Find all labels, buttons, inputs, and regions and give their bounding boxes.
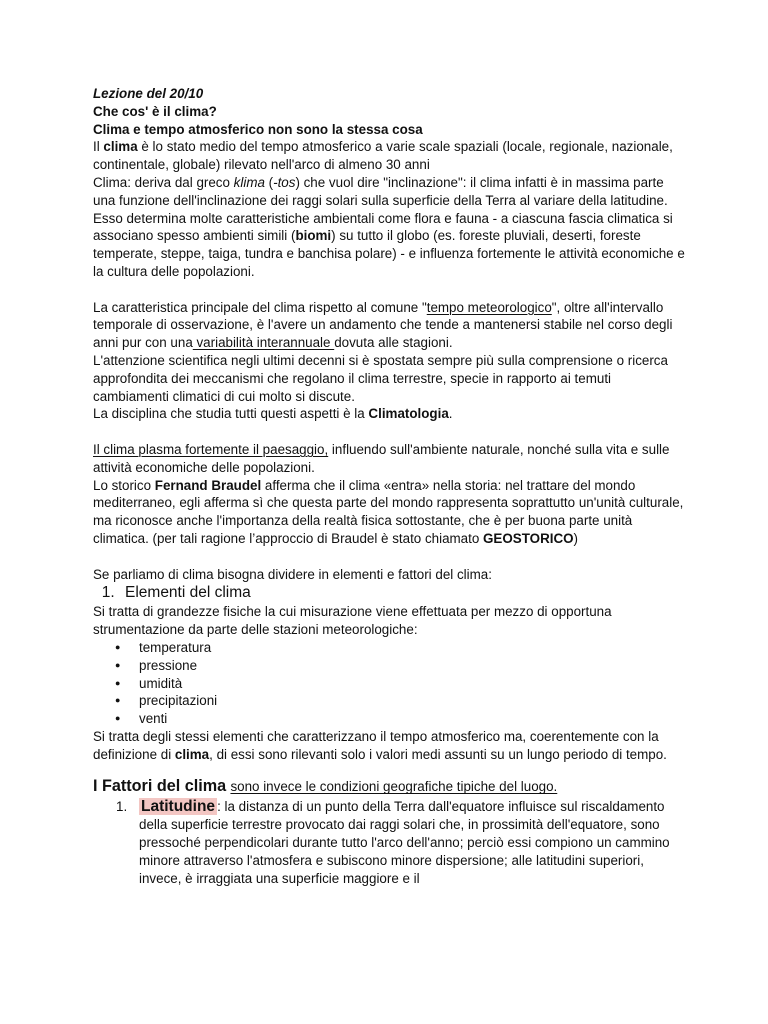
landscape-paragraph: Il clima plasma fortemente il paesaggio, influendo sull'ambiente naturale, nonché sulla vita e sulle attività economiche delle popolazioni. bbox=[93, 441, 670, 475]
elements-intro: Se parliamo di clima bisogna dividere in elementi e fattori del clima: bbox=[93, 566, 492, 582]
list-item: ● venti bbox=[93, 710, 688, 728]
list-number: 1. bbox=[116, 799, 128, 815]
braudel-paragraph: Lo storico Fernand Braudel afferma che il clima «entra» nella storia: nel trattare del mondo mediterraneo, egli afferma sì che questa parte del mondo rappresenta soprattutto un'unità culturale, ma riconosce anche l'importanza della realtà fisica sottostante, che è per buona parte unità climatica. (per tali ragione l’approccio di Braudel è stato chiamato GEOSTORICO) bbox=[93, 477, 684, 546]
elements-bullet-list bbox=[93, 639, 688, 728]
factor-item-latitude: 1. Latitudine : la distanza di un punto della Terra dall'equatore influisce sul riscaldamento della superficie terrestre provocato dai raggi solari che, in prossimità dell'equatore, sono pressoché perpendicolari durante tutto l'arco dell'anno; perciò essi compiono un cammino minore attraverso l'atmosfera e subiscono minore dispersione; alle latitudini superiori, invece, è irraggiata una superficie maggiore e il bbox=[116, 798, 670, 886]
list-item: ● pressione bbox=[93, 657, 688, 675]
factors-list bbox=[93, 798, 688, 887]
attention-paragraph: L'attenzione scientifica negli ultimi decenni si è spostata sempre più sulla comprensione o ricerca approfondita dei meccanismi che regolano il clima terrestre, specie in rapporto ai temuti cambiamenti climatici di cui molto si discute. bbox=[93, 352, 668, 404]
highlighted-term: Latitudine bbox=[141, 798, 216, 816]
lesson-date: Lezione del 20/10 bbox=[93, 86, 204, 101]
elements-description: Si tratta di grandezze fisiche la cui misurazione viene effettuata per mezzo di opportuna strumentazione da parte delle stazioni meteorologiche: bbox=[93, 604, 612, 638]
question-heading: Che cos' è il clima? bbox=[93, 103, 217, 119]
elements-heading: 1. Elementi del clima bbox=[119, 583, 688, 603]
elements-closing: Si tratta degli stessi elementi che caratterizzano il tempo atmosferico ma, coerentemente con la definizione di clima, di essi sono rilevanti solo i valori medi assunti su un lungo periodo di tempo. bbox=[93, 728, 667, 762]
characteristic-paragraph: La caratteristica principale del clima rispetto al comune "tempo meteorologico", oltre all'intervallo temporale di osservazione, è l'avere un andamento che tende a mantenersi stabile nel corso degli anni pur con una variabilità interannuale dovuta alle stagioni. bbox=[93, 299, 673, 351]
list-item: ● temperatura bbox=[93, 639, 688, 657]
factors-heading: I Fattori del clima sono invece le condizioni geografiche tipiche del luogo. bbox=[93, 777, 558, 796]
list-item: ● precipitazioni bbox=[93, 692, 688, 710]
elements-heading-list bbox=[93, 583, 688, 603]
climatology-paragraph: La disciplina che studia tutti questi aspetti è la Climatologia. bbox=[93, 406, 453, 422]
intro-paragraph-2: Clima: deriva dal greco klima (-tos) che vuol dire "inclinazione": il clima infatti è in massima parte una funzione dell'inclinazione dei raggi solari sulla superficie della Terra al variare della latitudine. Esso determina molte caratteristiche ambientali come flora e fauna - a ciascuna fascia climatica si associano spesso ambienti simili (biomi) su tutto il globo (es. foreste pluviali, deserti, foreste temperate, steppe, taiga, tundra e banchisa polare) - e influenza fortemente le attività economiche e la cultura delle popolazioni. bbox=[93, 174, 685, 279]
intro-paragraph-1: Il clima è lo stato medio del tempo atmosferico a varie scale spaziali (locale, regionale, nazionale, continentale, globale) rilevato nell'arco di almeno 30 anni bbox=[93, 139, 673, 173]
subtitle-heading: Clima e tempo atmosferico non sono la stessa cosa bbox=[93, 121, 423, 137]
list-item: ● umidità bbox=[93, 675, 688, 693]
